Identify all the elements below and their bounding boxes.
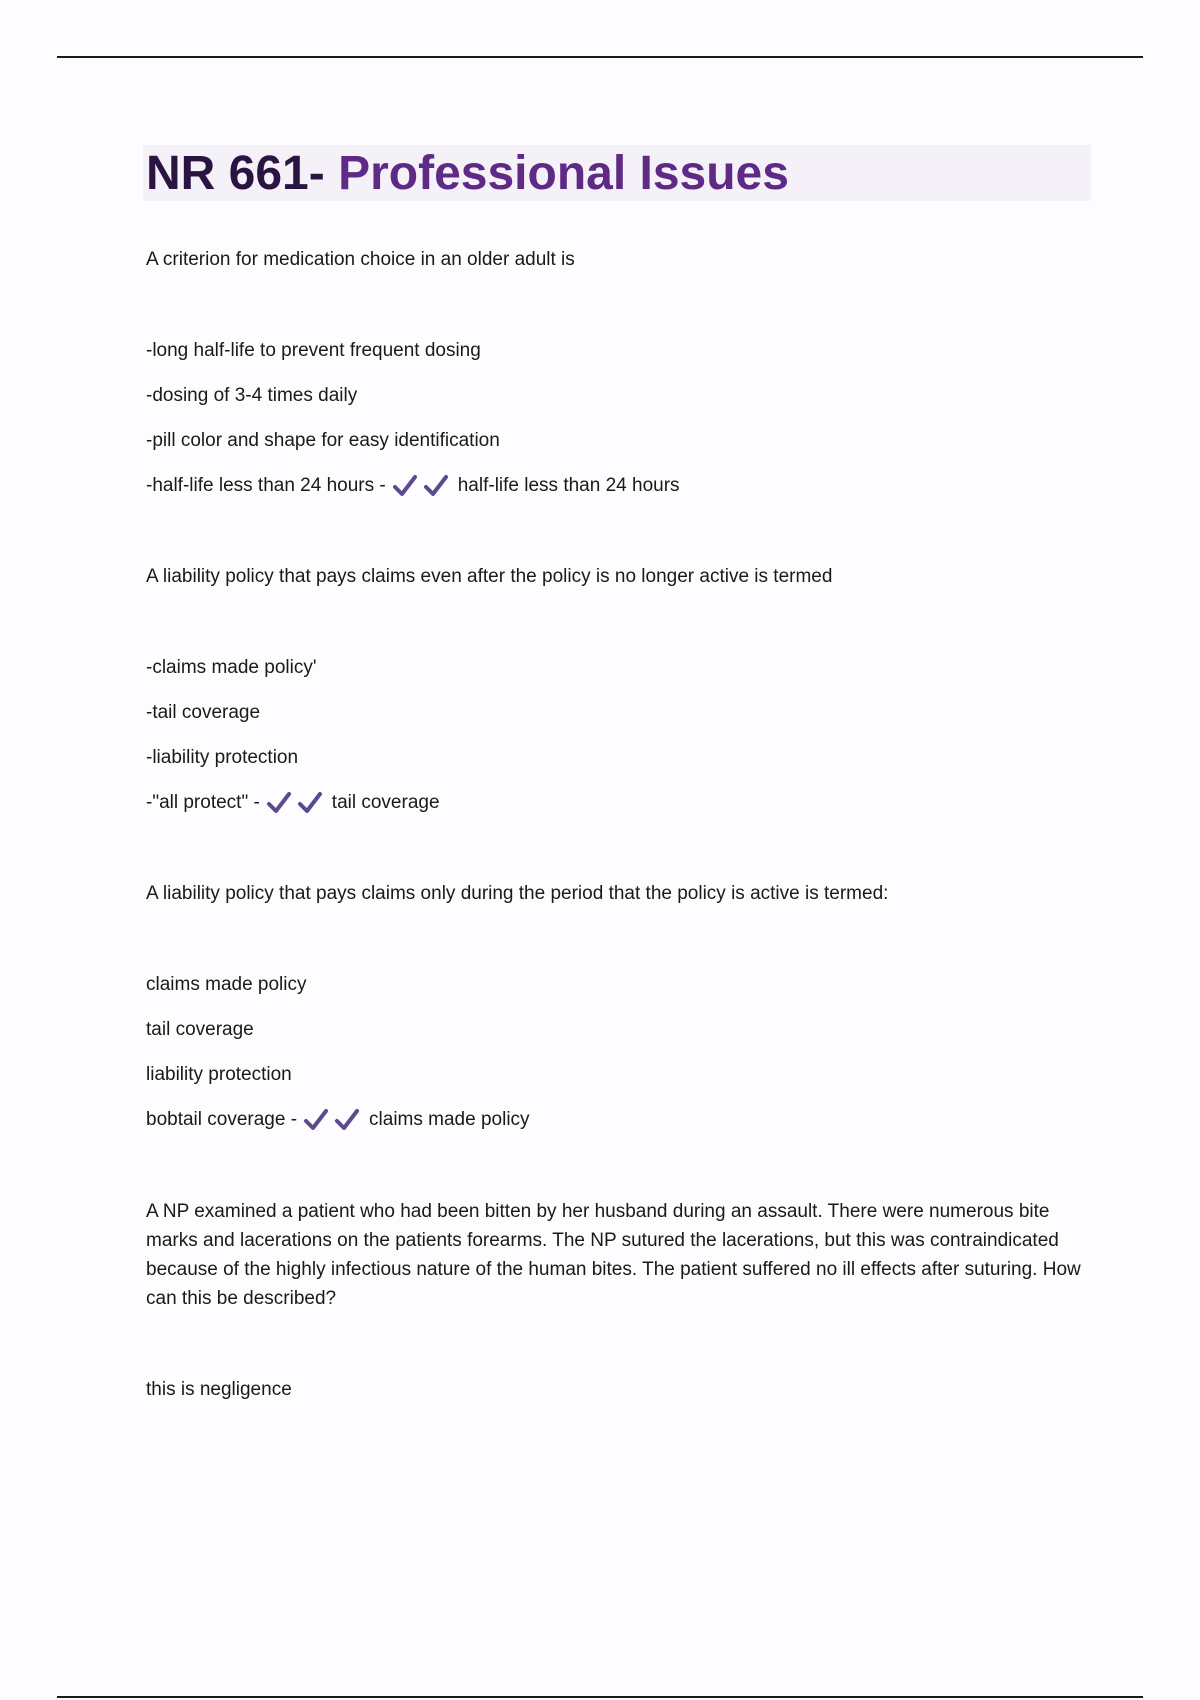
course-code: NR 661- [146, 147, 325, 200]
answer-option: -"all protect" - [146, 792, 260, 813]
double-check-icon [392, 473, 454, 499]
top-rule [57, 56, 1143, 58]
question-prompt: A NP examined a patient who had been bitten by her husband during an assault. There were numerous bite marks and lacerations on the patients forearms. The NP sutured the lacerations, but this was contraindicated because of the highly infectious nature of the human bites. The patient suffered no ill effects after suturing. How can this be described? [146, 1201, 1081, 1309]
check-icon [334, 1107, 360, 1133]
check-icon [266, 790, 292, 816]
answer-option: tail coverage [146, 1019, 254, 1040]
question-prompt: A liability policy that pays claims even after the policy is no longer active is termed [146, 566, 833, 587]
correct-answer: tail coverage [331, 792, 440, 813]
bottom-rule [57, 1696, 1143, 1698]
answer-option: liability protection [146, 1064, 292, 1085]
check-icon [423, 473, 449, 499]
answer-line [146, 472, 1086, 500]
page-title [146, 146, 789, 202]
answer-option: -liability protection [146, 747, 299, 768]
check-icon [303, 1107, 329, 1133]
check-icon [392, 473, 418, 499]
answer-line [146, 1106, 1086, 1134]
question-block [146, 246, 1086, 500]
question-block [146, 1197, 1086, 1404]
correct-answer: claims made policy [369, 1109, 530, 1130]
question-prompt: A criterion for medication choice in an older adult is [146, 249, 575, 270]
double-check-icon [303, 1107, 365, 1133]
answer-option: -long half-life to prevent frequent dosing [146, 340, 481, 361]
answer-option: -dosing of 3-4 times daily [146, 385, 358, 406]
check-icon [297, 790, 323, 816]
answer-option: -claims made policy' [146, 657, 317, 678]
answer-option: -half-life less than 24 hours - [146, 475, 386, 496]
question-block [146, 880, 1086, 1134]
double-check-icon [266, 790, 328, 816]
answer-line [146, 789, 1086, 817]
question-prompt: A liability policy that pays claims only during the period that the policy is active is termed: [146, 883, 889, 904]
answer-option: this is negligence [146, 1379, 292, 1400]
correct-answer: half-life less than 24 hours [457, 475, 680, 496]
answer-option: -tail coverage [146, 702, 261, 723]
course-name: Professional Issues [324, 147, 789, 200]
answer-option: -pill color and shape for easy identification [146, 430, 500, 451]
answer-option: claims made policy [146, 974, 307, 995]
qa-content [146, 246, 1086, 1404]
question-block [146, 563, 1086, 817]
answer-option: bobtail coverage - [146, 1109, 298, 1130]
